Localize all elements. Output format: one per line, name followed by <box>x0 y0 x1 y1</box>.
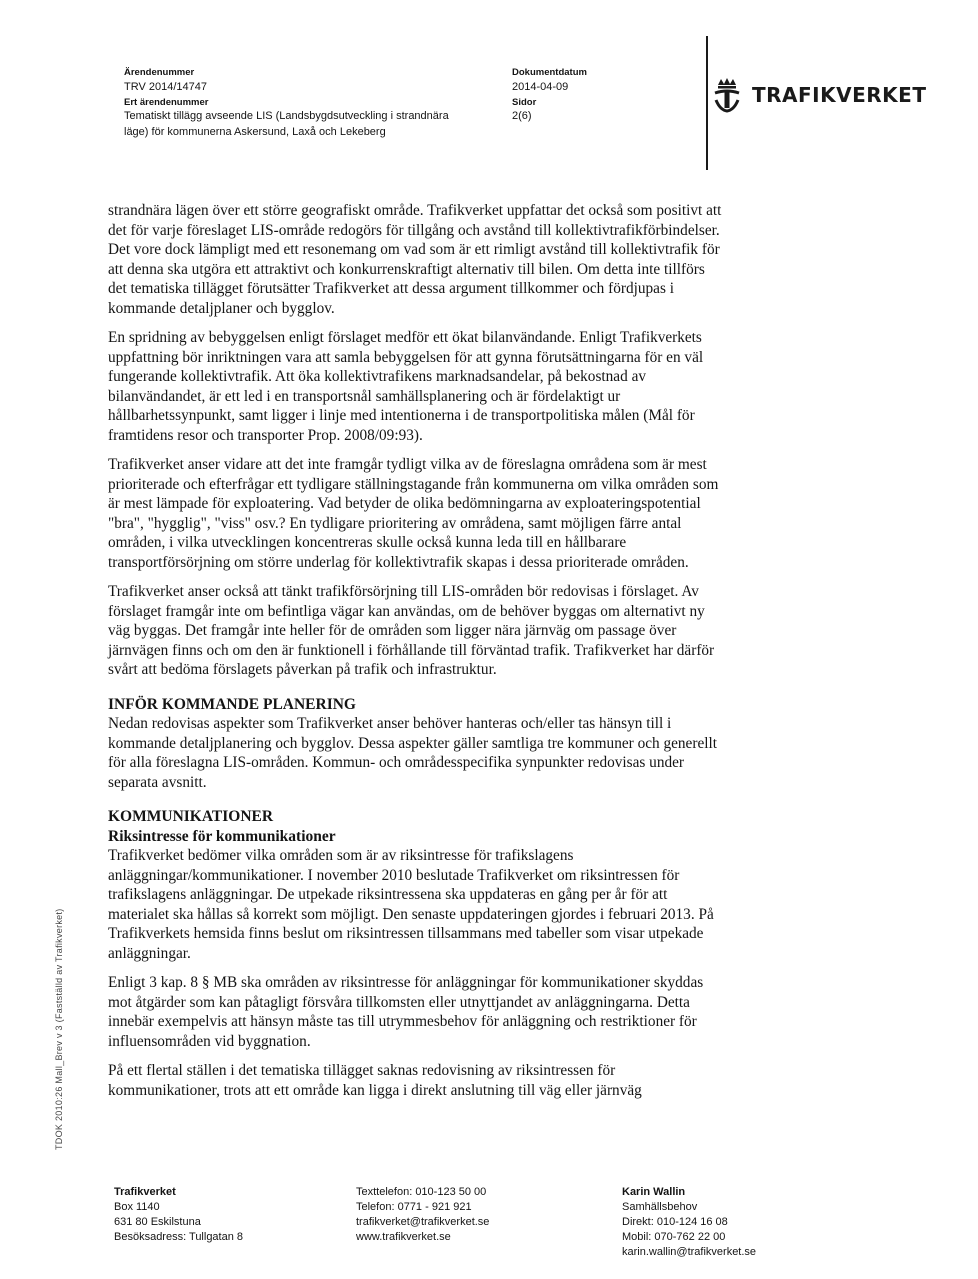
footer-tel: Telefon: 0771 - 921 921 <box>356 1201 472 1213</box>
paragraph-7: Enligt 3 kap. 8 § MB ska områden av riksintresse för anläggningar för kommunikationer skyddas mot åtgärder som kan påtagligt försvåra tillkomsten eller utnyttjandet av anläggningarna. Detta innebär exempelvis att hänsyn måste tas till utrymmesbehov för anläggning och restriktioner för influensområden vid byggnation. <box>108 974 704 1050</box>
paragraph-6: Trafikverket bedömer vilka områden som är av riksintresse för trafikslagens anläggningar/kommunikationer. I november 2010 beslutade Trafikverket om riksintressen för trafikslagens anläggningar. De utpekade riksintressena ska uppdateras en gång per år för att materialet ska hållas så korrekt som möjligt. Den senaste uppdateringen gjordes i februari 2013. På Trafikverkets hemsida finns beslut om riksintressen tillsammans med tabeller som visar utpekade anläggningar. <box>108 847 714 962</box>
pages: 2(6) <box>512 110 532 123</box>
subheading-riksintresse: Riksintresse för kommunikationer <box>108 827 336 845</box>
heading-kommunikationer: KOMMUNIKATIONER <box>108 808 274 825</box>
footer-contact-name: Karin Wallin <box>622 1186 686 1198</box>
footer-city: 631 80 Eskilstuna <box>114 1216 201 1228</box>
case-number: TRV 2014/14747 <box>124 80 207 93</box>
footer-email: trafikverket@trafikverket.se <box>356 1216 490 1228</box>
footer-person <box>622 1185 756 1260</box>
template-id-side-text: TDOK 2010:26 Mall_Brev v 3 (Fastställd av Trafikverket) <box>54 908 64 1150</box>
footer-contact <box>356 1185 489 1245</box>
header-meta-right <box>512 66 642 125</box>
paragraph-8: På ett flertal ställen i det tematiska tillägget saknas redovisning av riksintressen för kommunikationer, trots att ett område kan ligga i direkt anslutning till väg eller järnväg <box>108 1062 642 1099</box>
footer-box: Box 1140 <box>114 1201 160 1213</box>
footer-contact-role: Samhällsbehov <box>622 1201 698 1213</box>
paragraph-4: Trafikverket anser också att tänkt trafikförsörjning till LIS-områden bör redovisas i förslaget. Av förslaget framgår inte om befintliga vägar kan användas, om de behöver byggas om alternativt ny väg byggas. Det framgår inte heller för de områden som ligger nära järnväg om passage över järnvägen finns och om den är funktionell i förhållande till förväntad trafik. Trafikverket har därför svårt att bedöma förslagets påverkan på trafik och infrastruktur. <box>108 583 715 678</box>
document-date-label: Dokumentdatum <box>512 67 587 78</box>
header-vertical-rule <box>706 36 708 170</box>
your-case-number-label: Ert ärendenummer <box>124 96 209 108</box>
footer-texttel: Texttelefon: 010-123 50 00 <box>356 1186 487 1198</box>
footer-contact-email: karin.wallin@trafikverket.se <box>622 1246 757 1258</box>
trafikverket-logo <box>712 76 926 114</box>
paragraph-5: Nedan redovisas aspekter som Trafikverket anser behöver hanteras och/eller tas hänsyn till i kommande detaljplanering och bygglov. Dessa aspekter gäller samtliga tre kommuner och generellt för alla föreslagna LIS-områden. Kommun- och områdesspecifika synpunkter redovisas under separata avsnitt. <box>108 715 717 791</box>
letter-body <box>108 201 724 1110</box>
footer-org: Trafikverket <box>114 1186 176 1198</box>
footer-address <box>114 1185 243 1245</box>
case-number-label: Ärendenummer <box>124 67 195 78</box>
document-date: 2014-04-09 <box>512 80 569 93</box>
footer-mobile: Mobil: 070-762 22 00 <box>622 1231 726 1243</box>
header-meta-left <box>124 66 504 141</box>
logo-wordmark: TRAFIKVERKET <box>752 83 927 107</box>
heading-infor-kommande-planering: INFÖR KOMMANDE PLANERING <box>108 695 356 713</box>
pages-label: Sidor <box>512 96 537 108</box>
subject-line-1: Tematiskt tillägg avseende LIS (Landsbygdsutveckling i strandnära <box>124 110 449 123</box>
footer-visit-address: Besöksadress: Tullgatan 8 <box>114 1231 244 1243</box>
subject-line-2: läge) för kommunerna Askersund, Laxå och Lekeberg <box>124 126 386 139</box>
paragraph-1: strandnära lägen över ett större geografiskt område. Trafikverket uppfattar det också som positivt att det för varje föreslaget LIS-område redogörs för tillgång och avstånd till kollektivtrafikförbindelser. Det vore dock lämpligt med ett resonemang om vad som är ett rimligt avstånd till kollektivtrafik för att denna ska utgöra ett attraktivt och konkurrenskraftigt alternativ till bilen. Om detta inte tillförs det tematiska tillägget förutsätter Trafikverket att dessa argument tillkommer och fördjupas i kommande detaljplaner och bygglov. <box>108 202 722 317</box>
footer-web: www.trafikverket.se <box>356 1231 451 1243</box>
footer-direct: Direkt: 010-124 16 08 <box>622 1216 728 1228</box>
paragraph-2: En spridning av bebyggelsen enligt förslaget medför ett ökat bilanvändande. Enligt Trafikverkets uppfattning bör inriktningen vara att samla bebyggelsen för att gynna förutsättningarna för en väl fungerande kollektivtrafik. Att öka kollektivtrafikens marknadsandelar, på bekostnad av bilanvändandet, är ett led i en transportsnål samhällsplanering och är fördelaktigt ur hållbarhetssynpunkt, samt ligger i linje med intentionerna i de transportpolitiska målen (Mål för framtidens resor och transporter Prop. 2008/09:93). <box>108 329 704 444</box>
crown-emblem-icon <box>712 76 742 114</box>
paragraph-3: Trafikverket anser vidare att det inte framgår tydligt vilka av de föreslagna områdena som är mest prioriterade och efterfrågar ett tydligare ställningstagande från kommunerna om vilka områden som är mest lämpade för exploatering. Vad betyder de olika bedömningarna av exploateringspotential "bra", "hygglig", "viss" osv.? En tydligare prioritering av områdena, samt möjligen färre antal områden, i vilka utvecklingen koncentreras skulle också kunna leda till en hållbarare transportförsörjning om större underlag för kollektivtrafik skapas i dessa prioriterade områden. <box>108 456 719 571</box>
